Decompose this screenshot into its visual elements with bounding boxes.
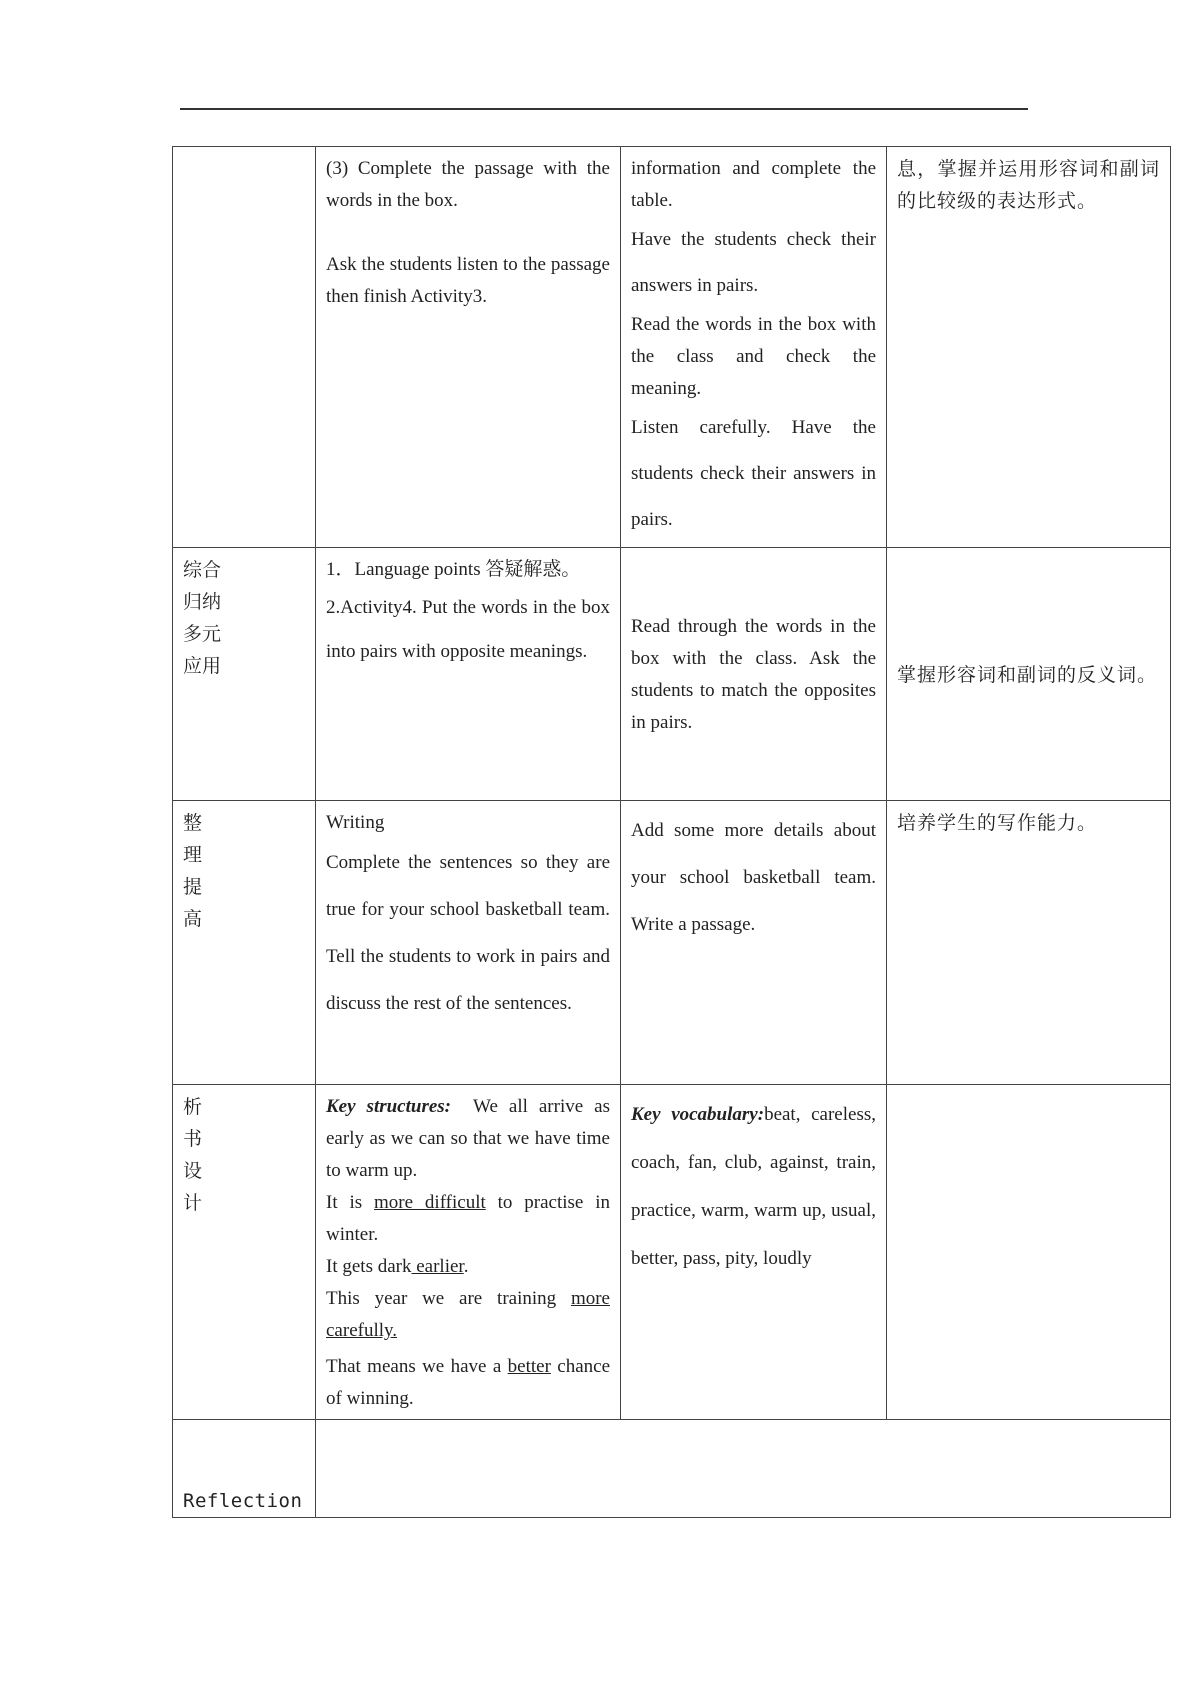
teacher-activity-cell [316, 548, 621, 801]
table-row [173, 1085, 1171, 1420]
student-activity-cell: Add some more details about your school basketball team. Write a passage. [621, 801, 887, 1085]
stage-label: 设 [183, 1160, 203, 1182]
student-activity-cell: Read through the words in the box with the class. Ask the students to match the opposites in pairs. [621, 548, 887, 801]
stage-label: 多元 [183, 623, 222, 645]
activity-text: (3) Complete the passage with the words in the box. [326, 158, 610, 211]
reflection-content-cell[interactable] [316, 1420, 1171, 1518]
stage-label: 高 [183, 908, 203, 930]
stage-label: 提 [183, 876, 203, 898]
key-structure-line [326, 1187, 610, 1251]
structure-underlined: earlier [411, 1256, 464, 1277]
blackboard-structures-cell [316, 1085, 621, 1420]
stage-cell [173, 801, 316, 1085]
header-rule [180, 108, 1028, 110]
key-structures-label: Key structures: [326, 1096, 452, 1117]
structure-underlined: better [507, 1356, 551, 1377]
structure-underlined: more carefully. [326, 1288, 610, 1341]
key-structure-line [326, 1351, 610, 1415]
stage-label: 整 [183, 812, 203, 834]
stage-label: 析 [183, 1096, 203, 1118]
stage-cell [173, 147, 316, 548]
teacher-activity-cell [316, 801, 621, 1085]
table-row [173, 147, 1171, 548]
activity-text: Writing [326, 812, 385, 833]
stage-cell [173, 1085, 316, 1420]
reflection-label: Reflection [173, 1420, 316, 1518]
purpose-cell [887, 1085, 1171, 1420]
student-activity-cell [621, 147, 887, 548]
vocabulary-text: beat, careless, coach, fan, club, against, train, practice, warm, warm up, usual, better, pass, pity, loudly [631, 1104, 876, 1269]
purpose-cell: 掌握形容词和副词的反义词。 [887, 548, 1171, 801]
structure-text: This year we are training [326, 1288, 571, 1309]
purpose-cell: 息，掌握并运用形容词和副词的比较级的表达形式。 [887, 147, 1171, 548]
structure-text: It gets dark [326, 1256, 412, 1277]
stage-label: 应用 [183, 655, 222, 677]
stage-label: 计 [183, 1192, 203, 1214]
structure-text: . [463, 1256, 469, 1277]
structure-text: chance of winning. [326, 1356, 611, 1409]
key-structure-line [326, 1251, 610, 1283]
purpose-cell: 培养学生的写作能力。 [887, 801, 1171, 1085]
structure-text: It is [326, 1192, 375, 1213]
activity-text: 2.Activity4. Put the words in the box into pairs with opposite meanings. [326, 597, 610, 662]
structure-text: to practise in winter. [326, 1192, 611, 1245]
key-structure-line [326, 1283, 610, 1347]
activity-text: 1．Language points 答疑解惑。 [326, 559, 581, 580]
key-structure-line [326, 1091, 610, 1187]
teacher-activity-cell [316, 147, 621, 548]
table-row [173, 801, 1171, 1085]
structure-text: We all arrive as early as we can so that we have time to warm up. [326, 1096, 611, 1181]
stage-label: 归纳 [183, 591, 222, 613]
stage-label: 综合 [183, 559, 222, 581]
stage-cell [173, 548, 316, 801]
activity-text: Have the students check their answers in pairs. [631, 229, 876, 296]
key-vocabulary-label: Key vocabulary: [631, 1104, 765, 1125]
structure-underlined: more difficult [374, 1192, 486, 1213]
table-row [173, 548, 1171, 801]
lesson-plan-table [172, 146, 1171, 1518]
activity-text: Listen carefully. Have the students check their answers in pairs. [631, 417, 876, 530]
table-row [173, 1420, 1171, 1518]
activity-text: information and complete the table. [631, 158, 876, 211]
activity-text: Read the words in the box with the class and check the meaning. [631, 314, 876, 399]
activity-text: Ask the students listen to the passage then finish Activity3. [326, 254, 610, 307]
structure-text: That means we have a [326, 1356, 508, 1377]
stage-label: 书 [183, 1128, 203, 1150]
blackboard-vocabulary-cell [621, 1085, 887, 1420]
stage-label: 理 [183, 844, 203, 866]
activity-text: Complete the sentences so they are true for your school basketball team. Tell the students to work in pairs and discuss the rest of the sentences. [326, 852, 610, 1014]
